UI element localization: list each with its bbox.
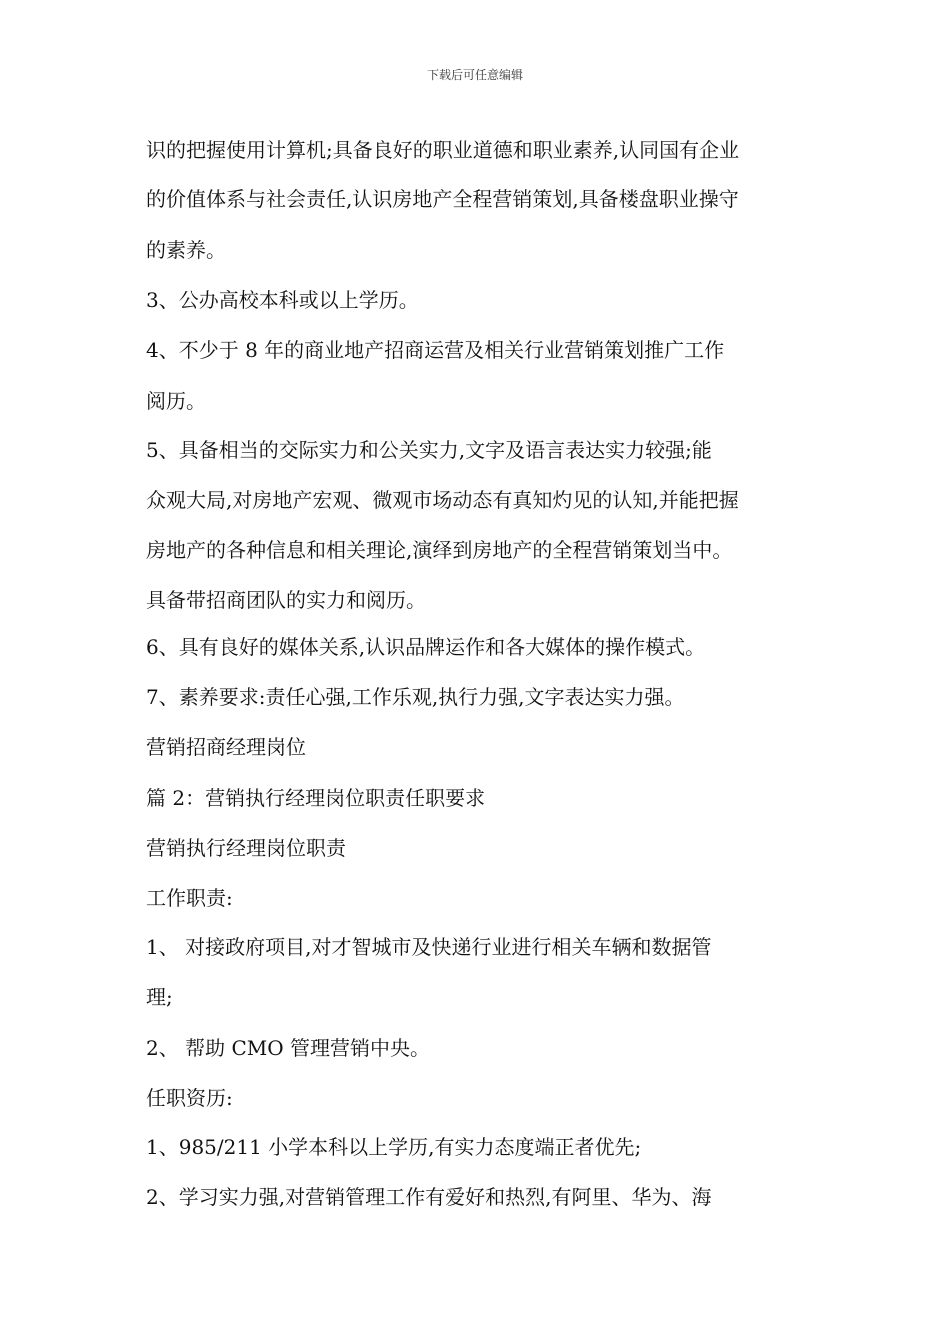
chapter-heading: 篇 2：营销执行经理岗位职责任职要求 — [146, 786, 486, 810]
body-line: 房地产的各种信息和相关理论,演绎到房地产的全程营销策划当中。 — [146, 538, 733, 562]
body-line: 3、公办高校本科或以上学历。 — [146, 288, 419, 312]
body-line: 6、具有良好的媒体关系,认识品牌运作和各大媒体的操作模式。 — [146, 635, 706, 659]
body-line: 阅历。 — [146, 389, 206, 413]
body-line: 2、学习实力强,对营销管理工作有爱好和热烈,有阿里、华为、海 — [146, 1185, 712, 1209]
body-line: 的价值体系与社会责任,认识房地产全程营销策划,具备楼盘职业操守 — [146, 187, 739, 211]
body-line: 的素养。 — [146, 238, 226, 262]
subsection-heading: 工作职责: — [146, 886, 233, 910]
page-header: 下载后可任意编辑 — [426, 68, 523, 82]
body-line: 理; — [146, 985, 173, 1009]
body-line: 5、具备相当的交际实力和公关实力,文字及语言表达实力较强;能 — [146, 438, 712, 462]
body-line: 识的把握使用计算机;具备良好的职业道德和职业素养,认同国有企业 — [146, 138, 740, 162]
body-line: 众观大局,对房地产宏观、微观市场动态有真知灼见的认知,并能把握 — [146, 488, 739, 512]
subsection-heading: 任职资历: — [146, 1086, 233, 1110]
section-title: 营销招商经理岗位 — [146, 735, 306, 759]
body-line: 1、 对接政府项目,对才智城市及快递行业进行相关车辆和数据管 — [146, 935, 712, 959]
section-title: 营销执行经理岗位职责 — [146, 836, 346, 860]
body-line: 2、 帮助 CMO 管理营销中央。 — [146, 1036, 430, 1060]
body-line: 4、不少于 8 年的商业地产招商运营及相关行业营销策划推广工作 — [146, 338, 725, 362]
body-line: 具备带招商团队的实力和阅历。 — [146, 588, 426, 612]
body-line: 7、素养要求:责任心强,工作乐观,执行力强,文字表达实力强。 — [146, 685, 685, 709]
body-line: 1、985/211 小学本科以上学历,有实力态度端正者优先; — [146, 1135, 642, 1159]
